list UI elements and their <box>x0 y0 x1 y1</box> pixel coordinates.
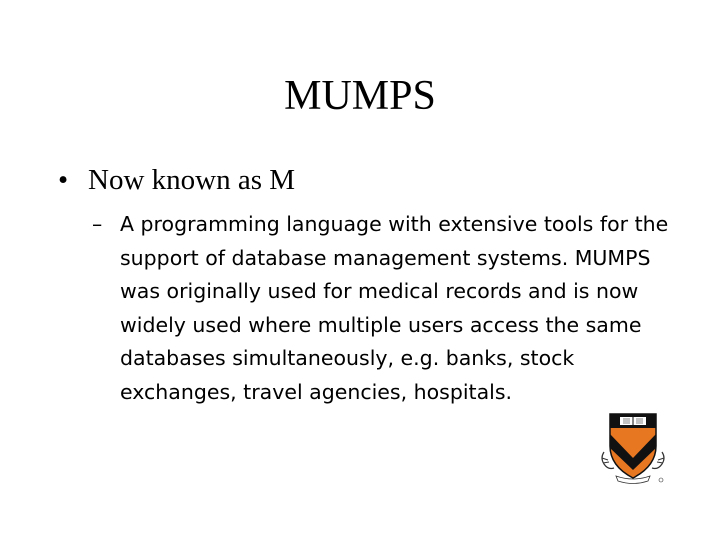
princeton-shield-icon <box>598 408 668 484</box>
sub-bullet-marker: – <box>92 212 103 236</box>
bullet-level-1 <box>58 160 295 200</box>
bullet-level-2 <box>92 208 672 409</box>
bullet-text: Now known as M <box>88 164 296 196</box>
bullet-marker: • <box>58 164 69 196</box>
sub-bullet-text: A programming language with extensive tools for the support of database management systems. MUMPS was originally used for medical records and is now widely used where multiple users access the same databases simultaneously, e.g. banks, stock exchanges, travel agencies, hospitals. <box>120 212 669 404</box>
university-crest-logo <box>598 408 668 484</box>
slide-title: MUMPS <box>284 73 436 119</box>
registered-mark <box>659 478 663 482</box>
